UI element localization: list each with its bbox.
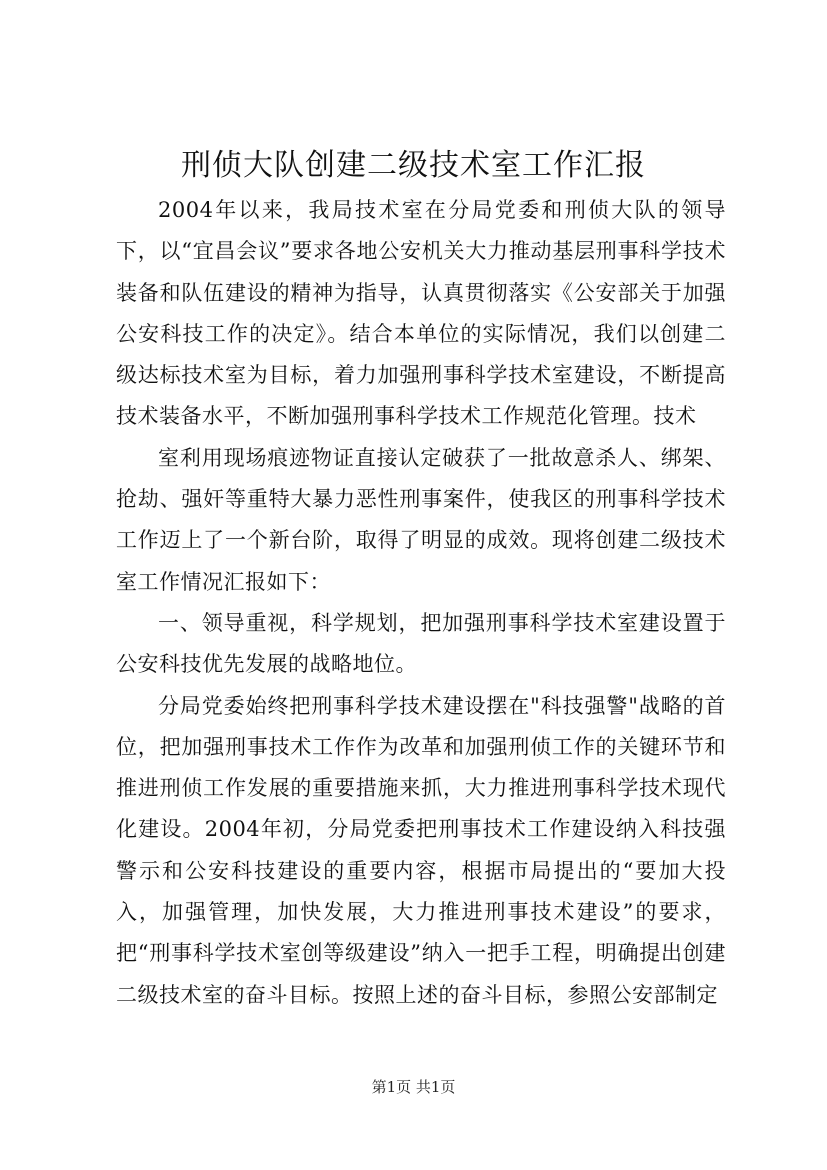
document-title: 刑侦大队创建二级技术室工作汇报 bbox=[181, 148, 646, 183]
body-paragraph: 2004年以来，我局技术室在分局党委和刑侦大队的领导下，以“宜昌会议”要求各地公安机关大力推动基层刑事科学技术装备和队伍建设的精神为指导，认真贯彻落实《公安部关于加强公安科技工作的决定》。结合本单位的实际情况，我们以创建二级达标技术室为目标，着力加强刑事科学技术室建设，不断提高技术装备水平，不断加强刑事科学技术工作规范化管理。技术 bbox=[116, 198, 726, 429]
document-body bbox=[116, 190, 726, 1016]
page-footer: 第1页 共1页 bbox=[371, 1078, 456, 1096]
section-heading: 一、领导重视，科学规划，把加强刑事科学技术室建设置于公安科技优先发展的战略地位。 bbox=[116, 610, 726, 677]
body-paragraph: 分局党委始终把刑事科学技术建设摆在"科技强警"战略的首位，把加强刑事技术工作作为改革和加强刑侦工作的关键环节和推进刑侦工作发展的重要措施来抓，大力推进刑事科学技术现代化建设。2004年初，分局党委把刑事技术工作建设纳入科技强警示和公安科技建设的重要内容，根据市局提出的“要加大投入，加强管理，加快发展，大力推进刑事技术建设”的要求，把“刑事科学技术室创等级建设”纳入一把手工程，明确提出创建二级技术室的奋斗目标。按照上述的奋斗目标，参照公安部制定 bbox=[116, 693, 726, 1007]
body-paragraph: 室利用现场痕迹物证直接认定破获了一批故意杀人、绑架、抢劫、强奸等重特大暴力恶性刑事案件，使我区的刑事科学技术工作迈上了一个新台阶，取得了明显的成效。现将创建二级技术室工作情况汇报如下： bbox=[116, 445, 726, 594]
